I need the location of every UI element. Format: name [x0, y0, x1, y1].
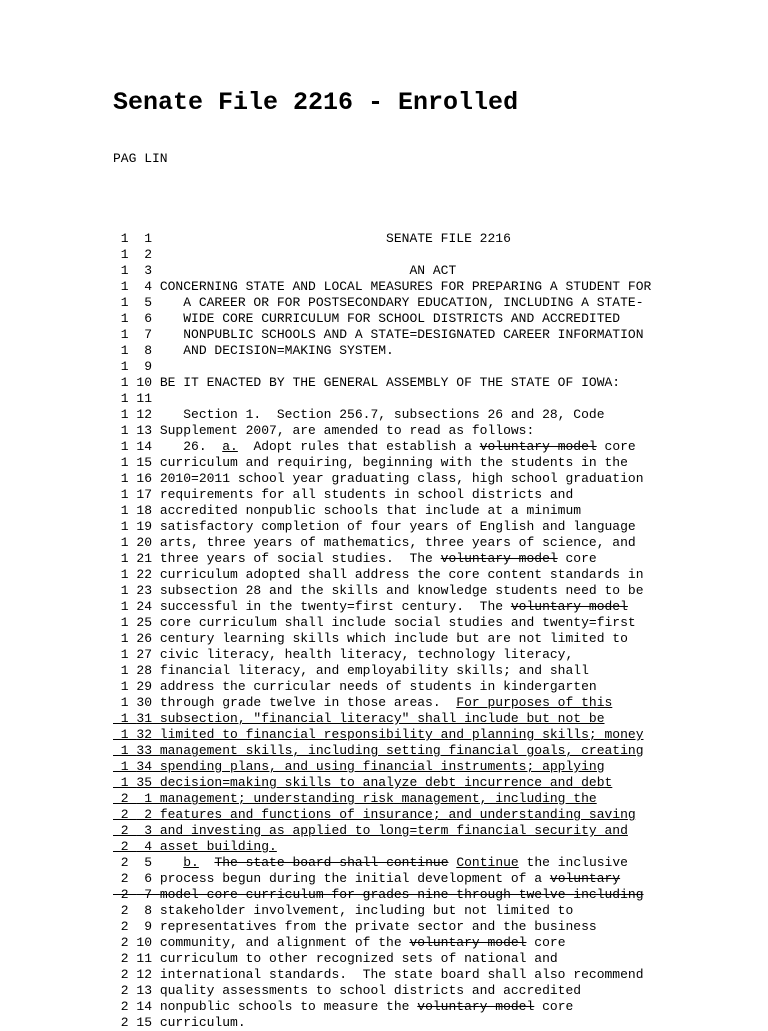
bill-line	[113, 983, 753, 999]
line-text: 26.	[152, 439, 223, 454]
page-number: 1	[113, 487, 137, 502]
page-number: 2	[113, 871, 137, 886]
line-number: 8	[136, 903, 153, 918]
bill-line	[113, 487, 753, 503]
page-number: 1	[113, 759, 137, 774]
struck-text: model	[159, 887, 199, 902]
page-number: 2	[113, 1015, 137, 1030]
line-number: 8	[136, 343, 153, 358]
line-number: 5	[136, 855, 153, 870]
line-text: core	[534, 999, 574, 1014]
bill-line	[113, 903, 753, 919]
inserted-text: a.	[222, 439, 238, 454]
page-number: 1	[113, 503, 137, 518]
page-number: 2	[113, 807, 137, 822]
page-number: 1	[113, 391, 137, 406]
page-number: 1	[113, 279, 137, 294]
bill-line	[113, 231, 753, 247]
line-number: 11	[136, 951, 153, 966]
page-number: 2	[113, 935, 137, 950]
struck-text: The state board shall continue	[214, 855, 449, 870]
pag-lin-header: PAG LIN	[113, 151, 168, 166]
page-number: 1	[113, 727, 137, 742]
line-text: 2010=2011 school year graduating class, high school graduation	[152, 471, 644, 486]
page-number: 1	[113, 375, 137, 390]
line-number: 2	[136, 807, 153, 822]
inserted-text: For purposes of this	[456, 695, 613, 710]
page-number: 1	[113, 695, 137, 710]
line-text: curriculum to other recognized sets of national and	[152, 951, 558, 966]
bill-line	[113, 951, 753, 967]
line-number: 28	[136, 663, 153, 678]
page-number: 1	[113, 551, 137, 566]
page-number: 1	[113, 599, 137, 614]
line-text: core	[526, 935, 566, 950]
line-text: Section 1. Section 256.7, subsections 26 and 28, Code	[152, 407, 605, 422]
line-text: core	[596, 439, 636, 454]
struck-text: voluntary model	[440, 551, 558, 566]
line-number: 30	[136, 695, 153, 710]
line-number: 22	[136, 567, 153, 582]
line-text: spending plans, and using financial instruments; applying	[152, 759, 605, 774]
page-number: 1	[113, 471, 137, 486]
bill-line	[113, 695, 753, 711]
line-text: A CAREER OR FOR POSTSECONDARY EDUCATION, INCLUDING A STATE-	[152, 295, 644, 310]
line-text: address the curricular needs of students in kindergarten	[152, 679, 597, 694]
line-text: Supplement 2007, are amended to read as follows:	[152, 423, 535, 438]
line-number: 35	[136, 775, 153, 790]
bill-text	[113, 231, 753, 1031]
bill-line	[113, 327, 753, 343]
line-number: 3	[136, 263, 153, 278]
struck-text: voluntary model	[417, 999, 535, 1014]
bill-line	[113, 839, 753, 855]
bill-line	[113, 775, 753, 791]
bill-line	[113, 471, 753, 487]
bill-line	[113, 311, 753, 327]
line-text: successful in the twenty=first century. The	[152, 599, 511, 614]
page-number: 2	[113, 855, 137, 870]
page-number: 1	[113, 711, 137, 726]
line-number: 6	[136, 311, 153, 326]
line-text: nonpublic schools to measure the	[152, 999, 418, 1014]
page-number: 1	[113, 439, 137, 454]
line-number: 26	[136, 631, 153, 646]
line-number: 27	[136, 647, 153, 662]
page-number: 1	[113, 231, 137, 246]
bill-line	[113, 247, 753, 263]
page-number: 1	[113, 263, 137, 278]
bill-line	[113, 407, 753, 423]
page-number: 2	[113, 951, 137, 966]
page-number: 2	[113, 983, 137, 998]
line-number: 20	[136, 535, 153, 550]
bill-line	[113, 823, 753, 839]
page-number: 1	[113, 359, 137, 374]
bill-line	[113, 391, 753, 407]
line-text: requirements for all students in school districts and	[152, 487, 574, 502]
page-number: 2	[113, 903, 137, 918]
page-number: 1	[113, 247, 137, 262]
line-number: 4	[136, 279, 153, 294]
line-text: NONPUBLIC SCHOOLS AND A STATE=DESIGNATED CAREER INFORMATION	[152, 327, 644, 342]
inserted-text: Continue	[456, 855, 519, 870]
bill-line	[113, 567, 753, 583]
page-number: 1	[113, 327, 137, 342]
line-text: core	[557, 551, 597, 566]
line-number: 29	[136, 679, 153, 694]
line-text: features and functions of insurance; and understanding saving	[152, 807, 636, 822]
bill-line	[113, 583, 753, 599]
page-number: 1	[113, 295, 137, 310]
line-number: 12	[136, 407, 153, 422]
line-number: 9	[136, 919, 153, 934]
page-number: 1	[113, 423, 137, 438]
page-number: 1	[113, 455, 137, 470]
bill-line	[113, 1015, 753, 1031]
line-text: international standards. The state board shall also recommend	[152, 967, 644, 982]
line-text: BE IT ENACTED BY THE GENERAL ASSEMBLY OF THE STATE OF IOWA:	[152, 375, 621, 390]
line-number: 16	[136, 471, 153, 486]
line-number: 14	[136, 439, 153, 454]
page-number: 1	[113, 679, 137, 694]
line-text	[199, 855, 215, 870]
line-text: representatives from the private sector and the business	[152, 919, 597, 934]
bill-line	[113, 967, 753, 983]
bill-line	[113, 871, 753, 887]
line-text: the inclusive	[518, 855, 628, 870]
bill-line	[113, 727, 753, 743]
bill-line	[113, 263, 753, 279]
line-text	[152, 855, 183, 870]
line-number: 3	[136, 823, 153, 838]
line-text: stakeholder involvement, including but not limited to	[152, 903, 574, 918]
bill-line	[113, 647, 753, 663]
bill-line	[113, 455, 753, 471]
line-number: 19	[136, 519, 153, 534]
line-text: SENATE FILE 2216	[152, 231, 511, 246]
line-text: decision=making skills to analyze debt incurrence and debt	[152, 775, 613, 790]
line-text: limited to financial responsibility and planning skills; money	[152, 727, 644, 742]
bill-line	[113, 423, 753, 439]
line-number: 25	[136, 615, 153, 630]
line-number: 2	[136, 247, 153, 262]
line-text: quality assessments to school districts and accredited	[152, 983, 582, 998]
line-number: 18	[136, 503, 153, 518]
line-number: 10	[136, 935, 153, 950]
page-number: 2	[113, 999, 137, 1014]
line-text: AND DECISION=MAKING SYSTEM.	[152, 343, 394, 358]
page-number: 1	[113, 631, 137, 646]
line-number: 1	[136, 791, 153, 806]
page-number: 1	[113, 311, 137, 326]
page-number: 1	[113, 615, 137, 630]
bill-line	[113, 295, 753, 311]
line-number: 12	[136, 967, 153, 982]
line-number: 17	[136, 487, 153, 502]
bill-line	[113, 535, 753, 551]
bill-line	[113, 679, 753, 695]
bill-line	[113, 791, 753, 807]
page-number: 1	[113, 663, 137, 678]
bill-line	[113, 631, 753, 647]
line-text: civic literacy, health literacy, technology literacy,	[152, 647, 574, 662]
page-number: 1	[113, 775, 137, 790]
line-text: arts, three years of mathematics, three years of science, and	[152, 535, 636, 550]
line-number: 34	[136, 759, 153, 774]
line-number: 21	[136, 551, 153, 566]
page-number: 1	[113, 567, 137, 582]
line-number: 33	[136, 743, 153, 758]
line-text: WIDE CORE CURRICULUM FOR SCHOOL DISTRICTS AND ACCREDITED	[152, 311, 621, 326]
bill-line	[113, 807, 753, 823]
bill-line	[113, 359, 753, 375]
bill-line	[113, 599, 753, 615]
page-number: 2	[113, 967, 137, 982]
line-text: CONCERNING STATE AND LOCAL MEASURES FOR PREPARING A STUDENT FOR	[152, 279, 652, 294]
line-text: subsection 28 and the skills and knowledge students need to be	[152, 583, 644, 598]
line-text: financial literacy, and employability skills; and shall	[152, 663, 589, 678]
struck-text: voluntary model	[479, 439, 597, 454]
line-text: accredited nonpublic schools that include at a minimum	[152, 503, 582, 518]
bill-line	[113, 711, 753, 727]
page-number: 1	[113, 647, 137, 662]
line-number: 1	[136, 231, 153, 246]
bill-line	[113, 663, 753, 679]
line-number: 32	[136, 727, 153, 742]
line-text: core curriculum for grades nine through twelve including	[198, 887, 644, 902]
line-text: three years of social studies. The	[152, 551, 441, 566]
line-text: Adopt rules that establish a	[237, 439, 480, 454]
page-number: 1	[113, 535, 137, 550]
page-number: 2	[113, 823, 137, 838]
page-number: 2	[113, 887, 137, 902]
line-text: century learning skills which include but are not limited to	[152, 631, 628, 646]
line-text: and investing as applied to long=term financial security and	[152, 823, 628, 838]
page-number: 1	[113, 519, 137, 534]
line-number: 24	[136, 599, 153, 614]
line-number: 13	[136, 983, 153, 998]
line-number: 7	[136, 887, 153, 902]
line-text: AN ACT	[152, 263, 457, 278]
page-number: 1	[113, 583, 137, 598]
bill-line	[113, 999, 753, 1015]
bill-line	[113, 759, 753, 775]
line-number: 6	[136, 871, 153, 886]
page-number: 1	[113, 743, 137, 758]
struck-text: voluntary	[549, 871, 621, 886]
bill-line	[113, 375, 753, 391]
bill-line	[113, 279, 753, 295]
struck-text: voluntary model	[510, 599, 628, 614]
line-text: through grade twelve in those areas.	[152, 695, 457, 710]
line-number: 23	[136, 583, 153, 598]
line-text: community, and alignment of the	[152, 935, 410, 950]
bill-line	[113, 887, 753, 903]
page-number: 1	[113, 407, 137, 422]
line-text: asset building.	[152, 839, 277, 854]
line-number: 11	[136, 391, 153, 406]
bill-line	[113, 855, 753, 871]
line-number: 10	[136, 375, 153, 390]
bill-line	[113, 935, 753, 951]
bill-line	[113, 503, 753, 519]
line-number: 4	[136, 839, 153, 854]
bill-line	[113, 551, 753, 567]
line-number: 15	[136, 455, 153, 470]
line-text: satisfactory completion of four years of English and language	[152, 519, 636, 534]
line-text	[152, 887, 160, 902]
line-text: management skills, including setting financial goals, creating	[152, 743, 644, 758]
line-text: curriculum adopted shall address the core content standards in	[152, 567, 644, 582]
bill-line	[113, 919, 753, 935]
line-number: 13	[136, 423, 153, 438]
bill-line	[113, 519, 753, 535]
page-number: 2	[113, 839, 137, 854]
line-number: 9	[136, 359, 153, 374]
line-text: core curriculum shall include social studies and twenty=first	[152, 615, 636, 630]
bill-line	[113, 615, 753, 631]
line-number: 31	[136, 711, 153, 726]
inserted-text: b.	[183, 855, 199, 870]
line-number: 5	[136, 295, 153, 310]
line-text: management; understanding risk management, including the	[152, 791, 597, 806]
page-number: 2	[113, 791, 137, 806]
line-text: curriculum and requiring, beginning with the students in the	[152, 455, 628, 470]
line-number: 14	[136, 999, 153, 1014]
line-number: 7	[136, 327, 153, 342]
page-number: 2	[113, 919, 137, 934]
line-text: process begun during the initial development of a	[152, 871, 550, 886]
page-number: 1	[113, 343, 137, 358]
bill-line	[113, 343, 753, 359]
line-text: subsection, "financial literacy" shall include but not be	[152, 711, 605, 726]
line-text: curriculum.	[152, 1015, 246, 1030]
document-title: Senate File 2216 - Enrolled	[113, 88, 519, 117]
struck-text: voluntary model	[409, 935, 527, 950]
line-number: 15	[136, 1015, 153, 1030]
bill-line	[113, 439, 753, 455]
bill-line	[113, 743, 753, 759]
